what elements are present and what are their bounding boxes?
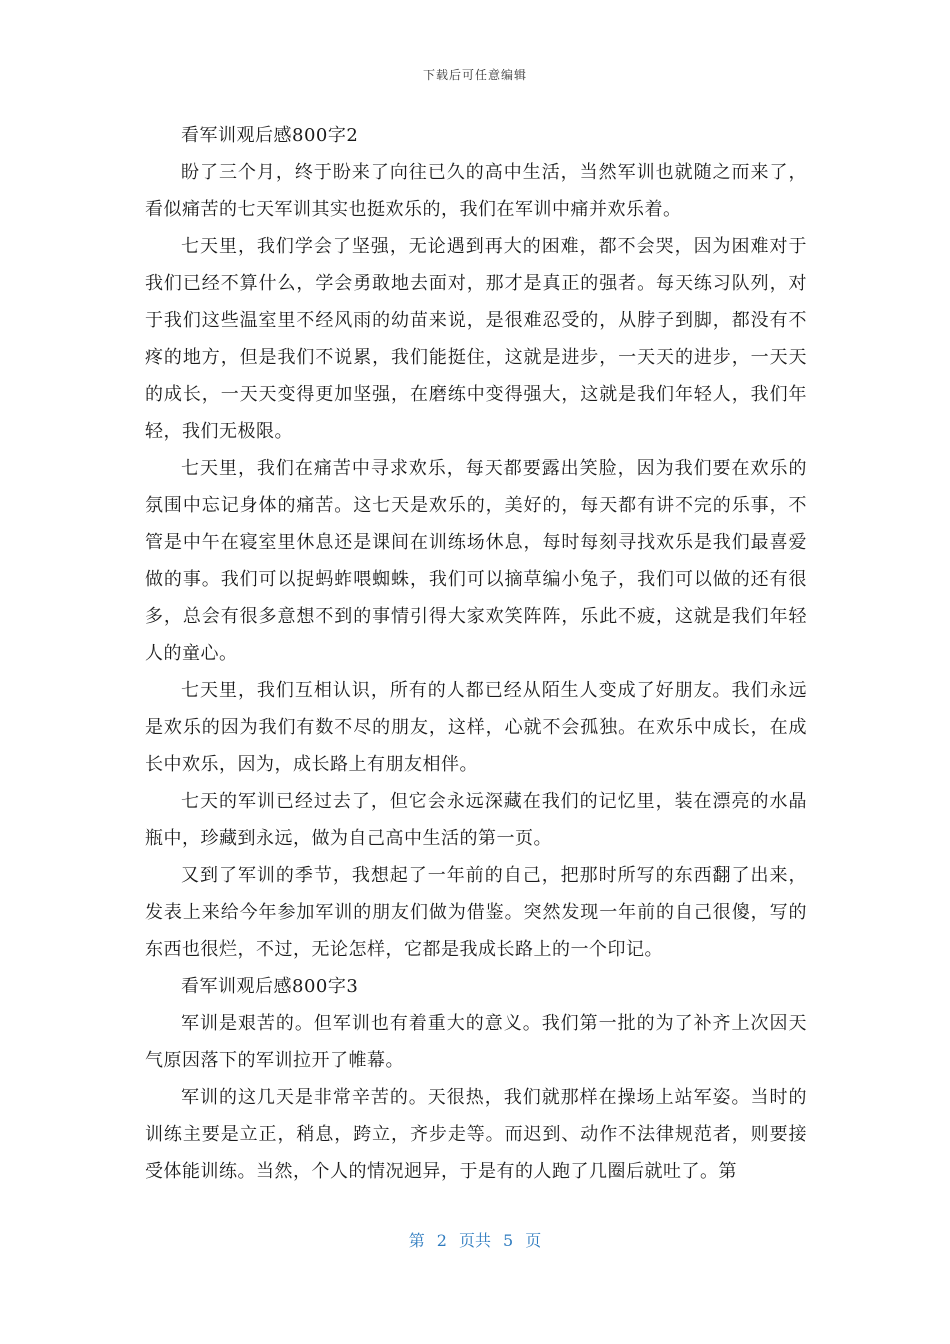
paragraph: 盼了三个月，终于盼来了向往已久的高中生活，当然军训也就随之而来了，看似痛苦的七天军训其实也挺欢乐的，我们在军训中痛并欢乐着。 [145, 162, 807, 220]
footer-prefix: 第 [408, 1231, 425, 1250]
page-header: 下载后可任意编辑 [422, 68, 527, 82]
current-page-number: 2 [436, 1231, 447, 1250]
section-heading: 看军训观后感800字3 [181, 976, 359, 997]
paragraph: 七天的军训已经过去了，但它会永远深藏在我们的记忆里，装在漂亮的水晶瓶中，珍藏到永远，做为自己高中生活的第一页。 [145, 791, 807, 849]
paragraph: 军训的这几天是非常辛苦的。天很热，我们就那样在操场上站军姿。当时的训练主要是立正，稍息，跨立，齐步走等。而迟到、动作不法律规范者，则要接受体能训练。当然，个人的情况迥异，于是有的人跑了几圈后就吐了。第 [145, 1087, 807, 1182]
footer-middle: 页共 [458, 1231, 491, 1250]
total-page-count: 5 [503, 1231, 514, 1250]
paragraph: 军训是艰苦的。但军训也有着重大的意义。我们第一批的为了补齐上次因天气原因落下的军训拉开了帷幕。 [145, 1013, 807, 1071]
document-body [145, 117, 807, 1190]
paragraph: 又到了军训的季节，我想起了一年前的自己，把那时所写的东西翻了出来，发表上来给今年参加军训的朋友们做为借鉴。突然发现一年前的自己很傻，写的东西也很烂，不过，无论怎样，它都是我成长路上的一个印记。 [145, 865, 807, 960]
page-footer [0, 1228, 950, 1251]
paragraph: 七天里，我们互相认识，所有的人都已经从陌生人变成了好朋友。我们永远是欢乐的因为我们有数不尽的朋友，这样，心就不会孤独。在欢乐中成长，在成长中欢乐，因为，成长路上有朋友相伴。 [145, 680, 807, 775]
section-heading: 看军训观后感800字2 [181, 125, 359, 146]
paragraph: 七天里，我们学会了坚强，无论遇到再大的困难，都不会哭，因为困难对于我们已经不算什么，学会勇敢地去面对，那才是真正的强者。每天练习队列，对于我们这些温室里不经风雨的幼苗来说，是很难忍受的，从脖子到脚，都没有不疼的地方，但是我们不说累，我们能挺住，这就是进步，一天天的进步，一天天的成长，一天天变得更加坚强，在磨练中变得强大，这就是我们年轻人，我们年轻，我们无极限。 [145, 236, 807, 442]
footer-suffix: 页 [525, 1231, 542, 1250]
paragraph: 七天里，我们在痛苦中寻求欢乐，每天都要露出笑脸，因为我们要在欢乐的氛围中忘记身体的痛苦。这七天是欢乐的，美好的，每天都有讲不完的乐事，不管是中午在寝室里休息还是课间在训练场休息，每时每刻寻找欢乐是我们最喜爱做的事。我们可以捉蚂蚱喂蜘蛛，我们可以摘草编小兔子，我们可以做的还有很多，总会有很多意想不到的事情引得大家欢笑阵阵，乐此不疲，这就是我们年轻人的童心。 [145, 458, 807, 664]
